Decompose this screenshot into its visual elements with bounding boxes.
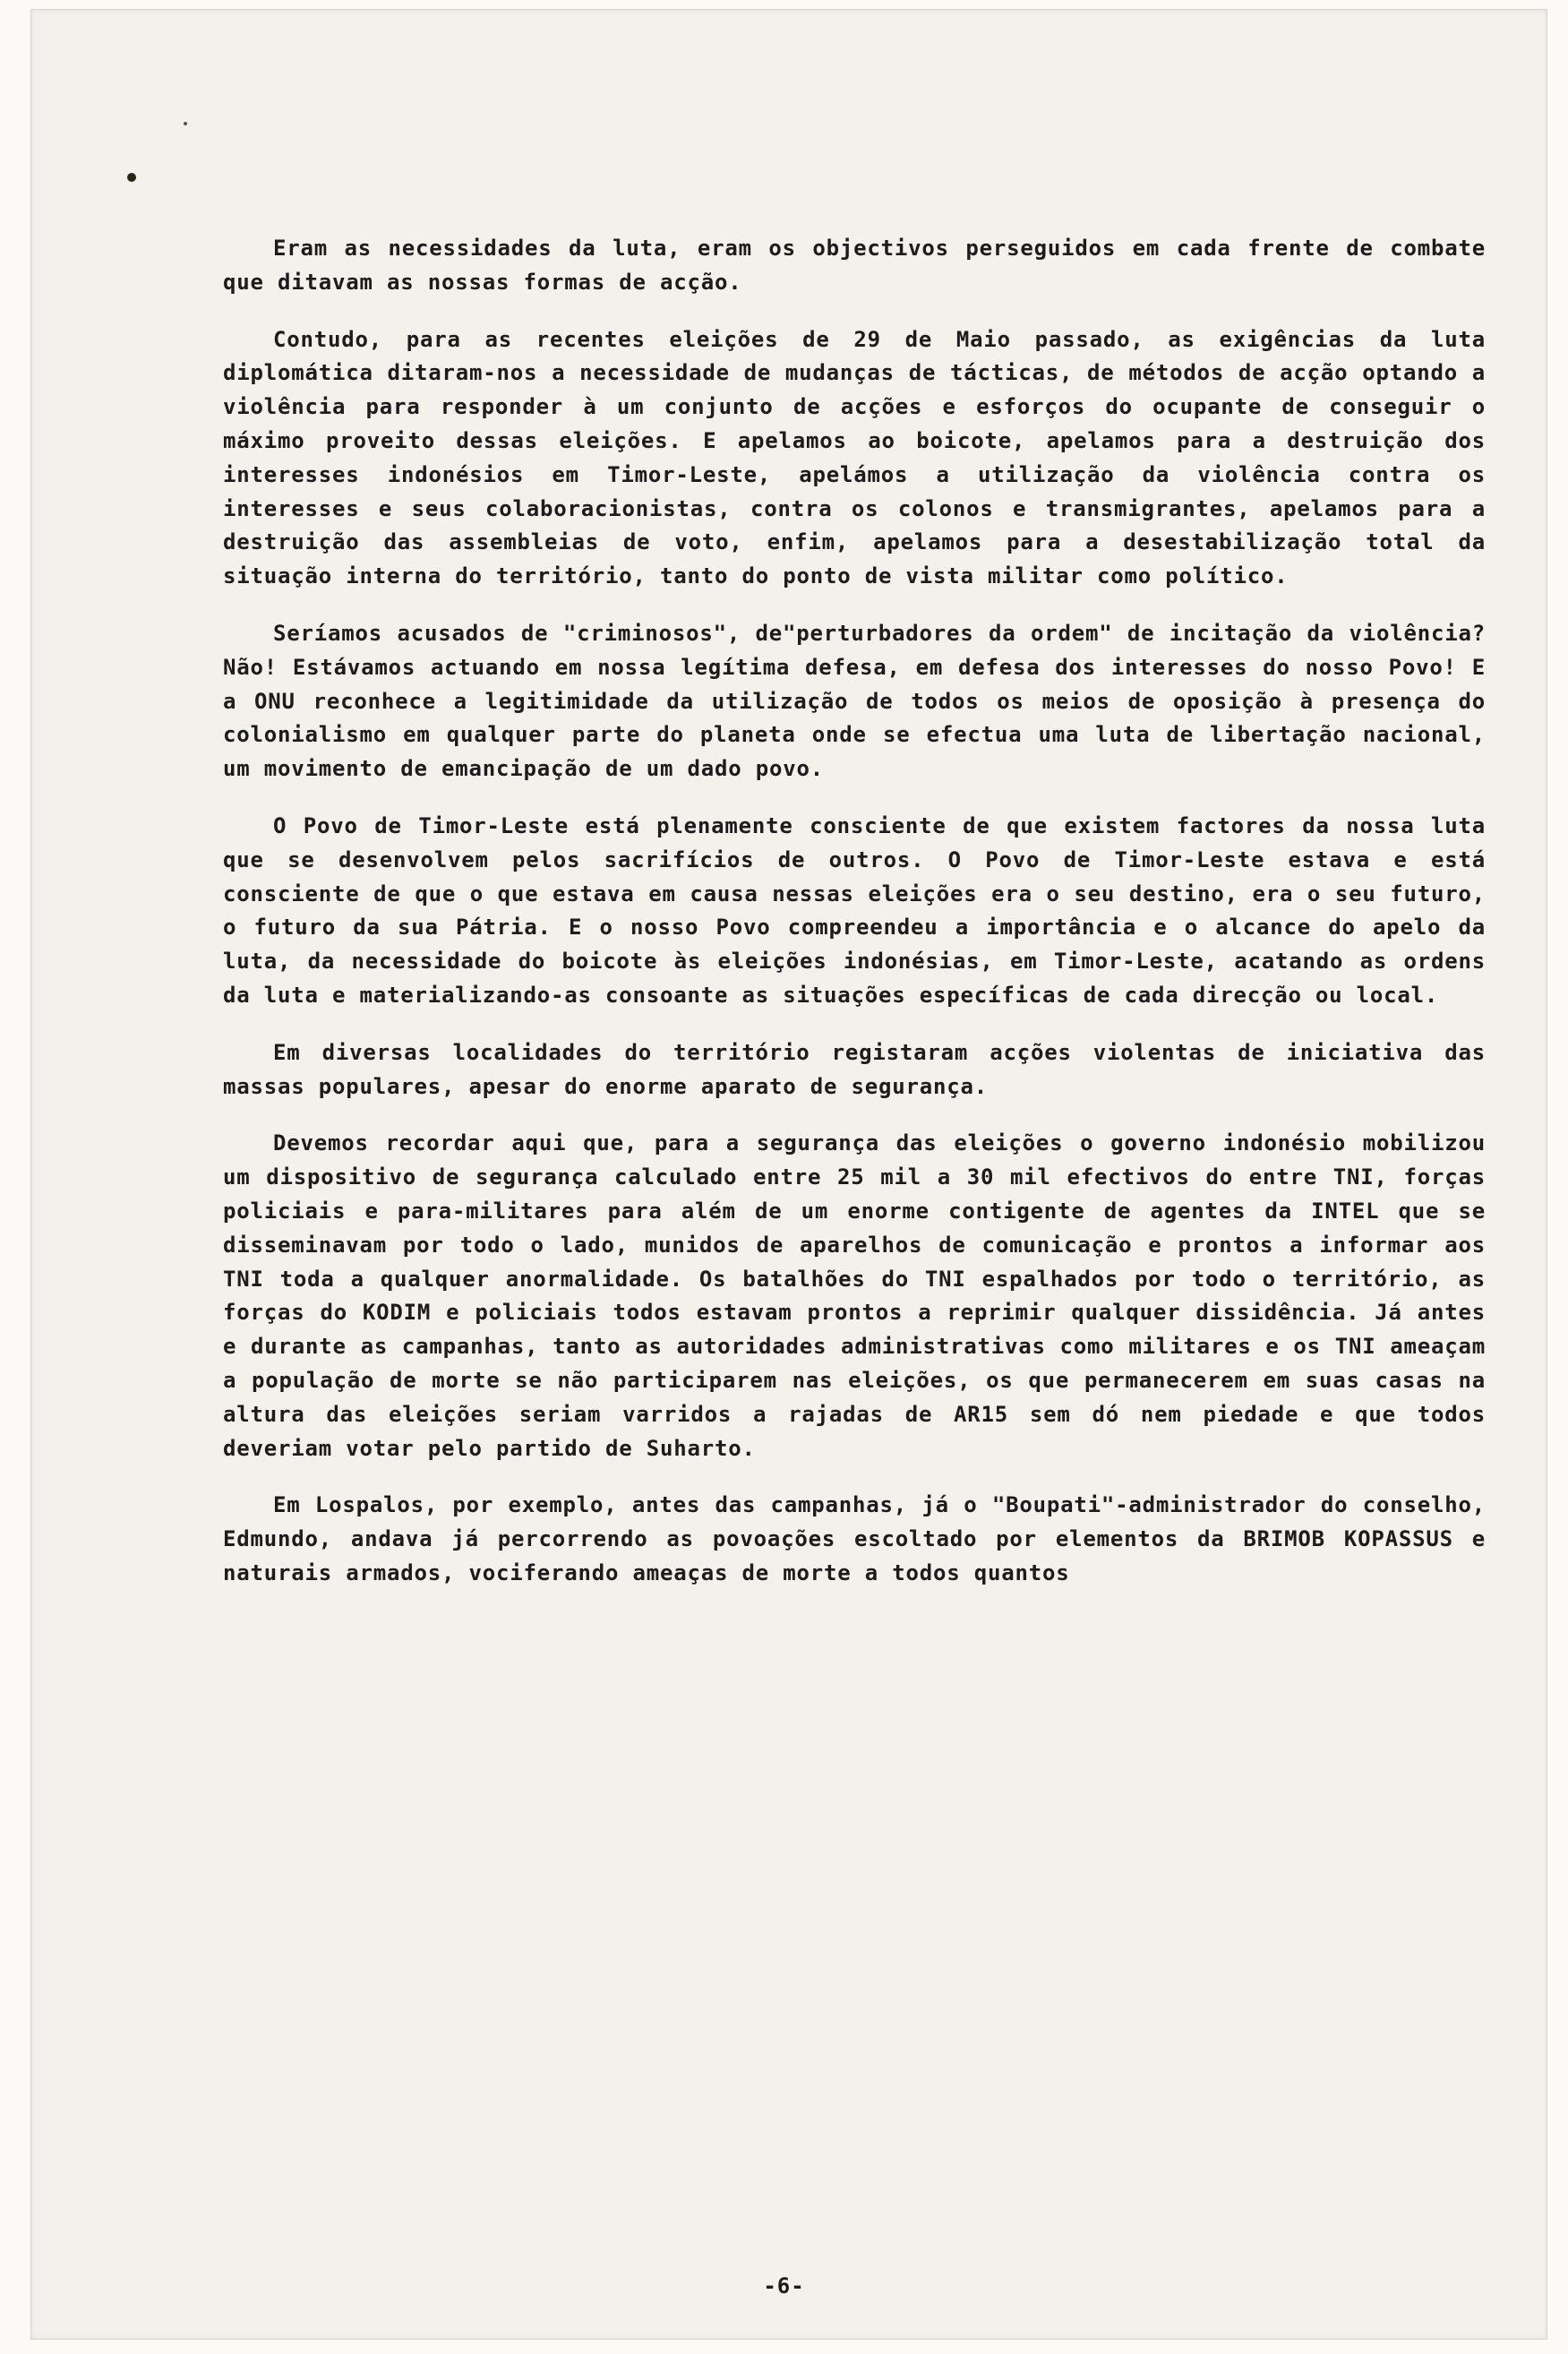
document-page [30,9,1547,2340]
paper-speck [184,122,187,125]
paragraph-4: O Povo de Timor-Leste está plenamente consciente de que existem factores da nossa luta que se desenvolvem pelos sacrifícios de outros. O Povo de Timor-Leste estava e está consciente de que o que estava em causa nessas eleições era o seu destino, era o seu futuro, o futuro da sua Pátria. E o nosso Povo compreendeu a importância e o alcance do apelo da luta, da necessidade do boicote às eleições indonésias, em Timor-Leste, acatando as ordens da luta e materializando-as consoante as situações específicas de cada direcção ou local. [223,812,1486,1008]
paragraph-5: Em diversas localidades do território registaram acções violentas de iniciativa das massas populares, apesar do enorme aparato de segurança. [223,1039,1486,1099]
paragraph-6: Devemos recordar aqui que, para a segurança das eleições o governo indonésio mobilizou um dispositivo de segurança calculado entre 25 mil a 30 mil efectivos do entre TNI, forças policiais e para-militares para além de um enorme contigente de agentes da INTEL que se disseminavam por todo o lado, munidos de aparelhos de comunicação e prontos a informar aos TNI toda a qualquer anormalidade. Os batalhões do TNI espalhados por todo o território, as forças do KODIM e policiais todos estavam prontos a reprimir qualquer dissidência. Já antes e durante as campanhas, tanto as autoridades administrativas como militares e os TNI ameaçam a população de morte se não participarem nas eleições, os que permanecerem em suas casas na altura das eleições seriam varridos a rajadas de AR15 sem dó nem piedade e que todos deveriam votar pelo partido de Suharto. [223,1130,1486,1461]
paragraph-1: Eram as necessidades da luta, eram os objectivos perseguidos em cada frente de combate que ditavam as nossas formas de acção. [223,236,1486,295]
paragraph-3: Seríamos acusados de "criminosos", de"perturbadores da ordem" de incitação da violência? Não! Estávamos actuando em nossa legítima defesa, em defesa dos interesses do nosso Povo! E a ONU reconhece a legitimidade da utilização de todos os meios de oposição à presença do colonialismo em qualquer parte do planeta onde se efectua uma luta de libertação nacional, um movimento de emancipação de um dado povo. [223,620,1486,782]
page-number: -6- [763,2273,805,2298]
paragraph-7: Em Lospalos, por exemplo, antes das campanhas, já o "Boupati"-administrador do conselho, Edmundo, andava já percorrendo as povoações escoltado por elementos da BRIMOB KOPASSUS e naturais armados, vociferando ameaças de morte a todos quantos [223,1492,1486,1585]
body-text [223,232,1486,1614]
punch-hole [127,173,136,182]
paragraph-2: Contudo, para as recentes eleições de 29 de Maio passado, as exigências da luta diplomática ditaram-nos a necessidade de mudanças de tácticas, de métodos de acção optando a violência para responder à um conjunto de acções e esforços do ocupante de conseguir o máximo proveito dessas eleições. E apelamos ao boicote, apelamos para a destruição dos interesses indonésios em Timor-Leste, apelámos a utilização da violência contra os interesses e seus colaboracionistas, contra os colonos e transmigrantes, apelamos para a destruição das assembleias de voto, enfim, apelamos para a desestabilização total da situação interna do território, tanto do ponto de vista militar como político. [223,326,1486,589]
